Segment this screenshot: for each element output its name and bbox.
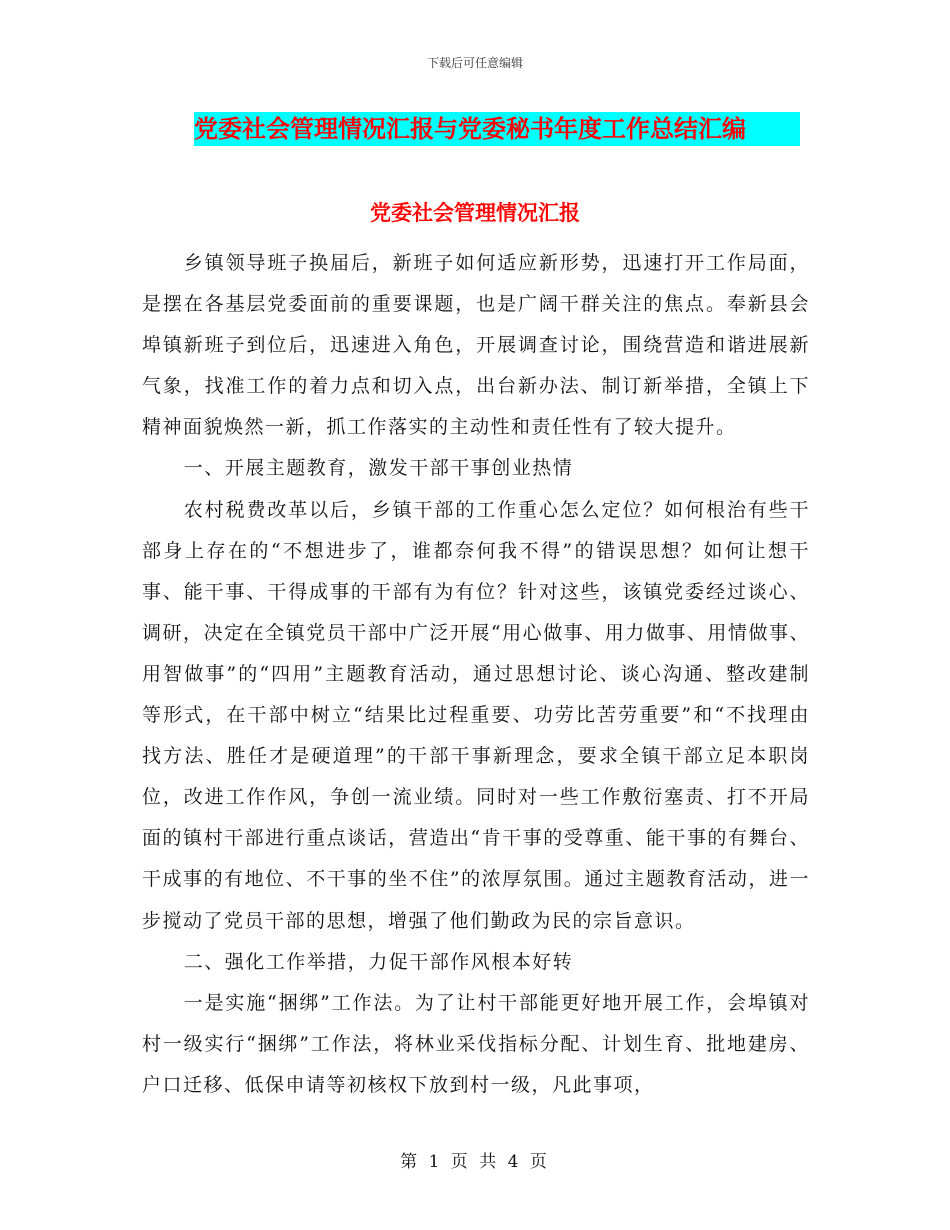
heading-two: 二、强化工作举措，力促干部作风根本好转 <box>183 950 574 973</box>
main-title: 党委社会管理情况汇报与党委秘书年度工作总结汇编 <box>194 112 800 146</box>
heading-one: 一、开展主题教育，激发干部干事创业热情 <box>183 457 574 480</box>
paragraph-binding-method: 一是实施“捆绑”工作法。为了让村干部能更好地开展工作，会埠镇对村一级实行“捆绑”工作法，将林业采伐指标分配、计划生育、批地建房、户口迁移、低保申请等初核权下放到村一级，凡此事项， <box>142 991 810 1096</box>
document-body <box>142 243 810 1106</box>
page-number: 第 1 页 共 4 页 <box>400 1152 550 1172</box>
section-title: 党委社会管理情况汇报 <box>370 200 580 225</box>
paragraph-theme-education: 农村税费改革以后，乡镇干部的工作重心怎么定位？如何根治有些干部身上存在的“不想进步了，谁都奈何我不得”的错误思想？如何让想干事、能干事、干得成事的干部有为有位？针对这些，该镇党委经过谈心、调研，决定在全镇党员干部中广泛开展“用心做事、用力做事、用情做事、用智做事”的“四用”主题教育活动，通过思想讨论、谈心沟通、整改建制等形式，在干部中树立“结果比过程重要、功劳比苦劳重要”和“不找理由找方法、胜任才是硬道理”的干部干事新理念，要求全镇干部立足本职岗位，改进工作作风，争创一流业绩。同时对一些工作敷衍塞责、打不开局面的镇村干部进行重点谈话，营造出“肯干事的受尊重、能干事的有舞台、干成事的有地位、不干事的坐不住”的浓厚氛围。通过主题教育活动，进一步搅动了党员干部的思想，增强了他们勤政为民的宗旨意识。 <box>142 498 810 932</box>
paragraph-intro: 乡镇领导班子换届后，新班子如何适应新形势，迅速打开工作局面，是摆在各基层党委面前的重要课题，也是广阔干群关注的焦点。奉新县会埠镇新班子到位后，迅速进入角色，开展调查讨论，围绕营造和谐进展新气象，找准工作的着力点和切入点，出台新办法、制订新举措，全镇上下精神面貌焕然一新，抓工作落实的主动性和责任性有了较大提升。 <box>142 252 810 439</box>
header-note: 下载后可任意编辑 <box>426 56 523 70</box>
